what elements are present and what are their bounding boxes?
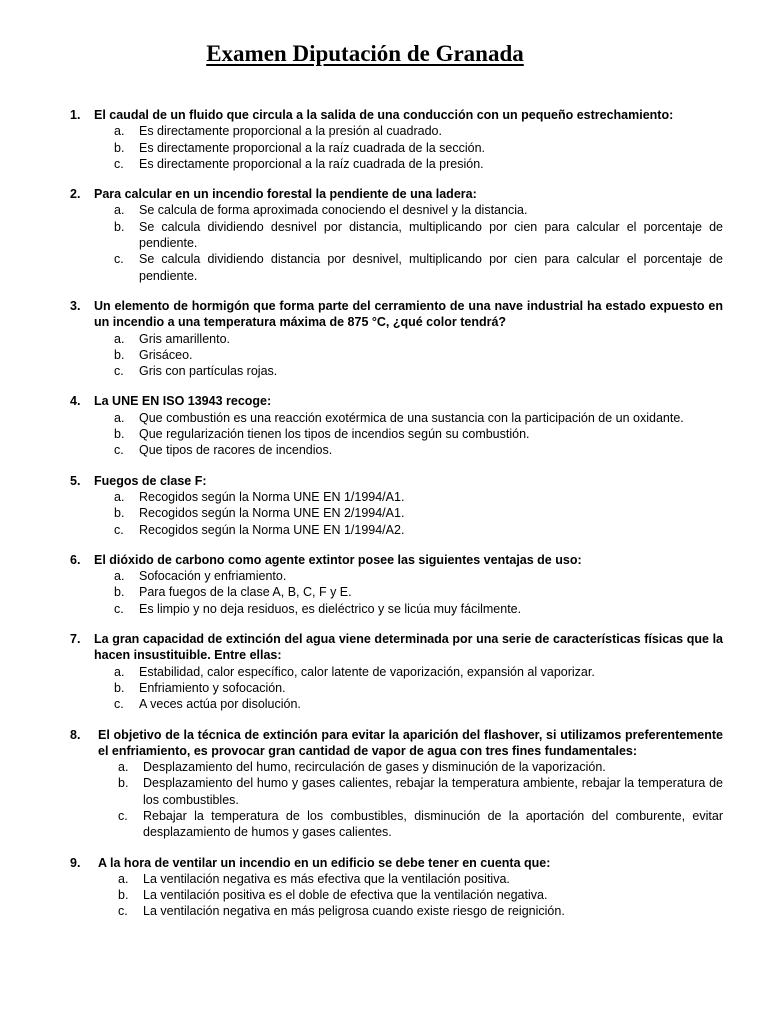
option-text: Se calcula dividiendo distancia por desnivel, multiplicando por cien para calcular el porcentaje de pendiente. — [139, 252, 723, 283]
option-text: A veces actúa por disolución. — [139, 697, 301, 712]
option-text: Estabilidad, calor específico, calor latente de vaporización, expansión al vaporizar. — [139, 664, 595, 679]
option-letter: a. — [114, 569, 125, 584]
question-text: Un elemento de hormigón que forma parte del cerramiento de una nave industrial ha estado expuesto en un incendio a una temperatura máxima de 875 °C, ¿qué color tendrá? — [94, 298, 723, 330]
option-item — [114, 442, 723, 458]
option-text: La ventilación negativa es más efectiva que la ventilación positiva. — [143, 871, 510, 886]
option-item — [114, 331, 723, 347]
option-letter: c. — [114, 443, 124, 458]
question-text: La gran capacidad de extinción del agua viene determinada por una serie de características físicas que la hacen insustituible. Entre ellas: — [94, 632, 723, 663]
question-text: Para calcular en un incendio forestal la pendiente de una ladera: — [94, 187, 477, 202]
option-text: La ventilación negativa en más peligrosa cuando existe riesgo de reignición. — [143, 904, 565, 919]
option-letter: c. — [114, 364, 124, 379]
option-item — [114, 489, 723, 505]
option-letter: a. — [114, 331, 125, 346]
question-item — [68, 727, 723, 841]
option-item — [114, 123, 723, 139]
option-list — [94, 331, 723, 380]
question-text: Fuegos de clase F: — [94, 473, 207, 488]
option-text: Desplazamiento del humo, recirculación de gases y disminución de la vaporización. — [143, 760, 606, 775]
question-item — [68, 393, 723, 458]
option-text: Es directamente proporcional a la presión al cuadrado. — [139, 124, 442, 139]
question-number: 3. — [70, 298, 81, 313]
option-letter: a. — [118, 871, 129, 886]
question-number: 9. — [70, 855, 81, 870]
option-item — [118, 775, 723, 808]
option-letter: c. — [118, 904, 128, 919]
question-text: El dióxido de carbono como agente extintor posee las siguientes ventajas de uso: — [94, 552, 582, 567]
option-letter: b. — [118, 888, 129, 903]
option-letter: c. — [114, 156, 124, 171]
option-letter: c. — [114, 522, 124, 537]
option-item — [114, 202, 723, 218]
option-text: Recogidos según la Norma UNE EN 1/1994/A1. — [139, 489, 405, 504]
option-text: Gris amarillento. — [139, 331, 230, 346]
option-letter: a. — [118, 760, 129, 775]
option-item — [114, 664, 723, 680]
option-list — [94, 202, 723, 283]
option-letter: a. — [114, 489, 125, 504]
option-item — [114, 426, 723, 442]
page-title — [0, 40, 730, 68]
option-list — [94, 489, 723, 538]
option-letter: b. — [114, 140, 125, 155]
option-letter: b. — [114, 680, 125, 695]
option-text: Recogidos según la Norma UNE EN 2/1994/A1. — [139, 506, 405, 521]
option-letter: a. — [114, 410, 125, 425]
option-item — [114, 410, 723, 426]
option-letter: a. — [114, 664, 125, 679]
option-list — [94, 568, 723, 617]
option-list — [94, 410, 723, 459]
option-item — [114, 363, 723, 379]
option-letter: c. — [114, 697, 124, 712]
question-text: A la hora de ventilar un incendio en un edificio se debe tener en cuenta que: — [98, 855, 551, 870]
option-text: Rebajar la temperatura de los combustibles, disminución de la aportación del comburente, evitar desplazamiento de humos y gases calientes. — [143, 808, 723, 840]
option-item — [114, 156, 723, 172]
option-item — [118, 903, 723, 919]
question-item — [68, 473, 723, 538]
option-item — [118, 759, 723, 775]
option-text: La ventilación positiva es el doble de efectiva que la ventilación negativa. — [143, 888, 548, 903]
question-number: 2. — [70, 187, 81, 202]
question-number: 6. — [70, 552, 81, 567]
option-list — [94, 664, 723, 713]
option-text: Sofocación y enfriamiento. — [139, 569, 287, 584]
option-text: Se calcula dividiendo desnivel por distancia, multiplicando por cien para calcular el porcentaje de pendiente. — [139, 219, 723, 251]
question-item — [68, 298, 723, 379]
option-item — [114, 347, 723, 363]
option-text: Grisáceo. — [139, 347, 193, 362]
option-item — [118, 887, 723, 903]
option-letter: c. — [114, 252, 124, 267]
option-item — [114, 568, 723, 584]
option-text: Que tipos de racores de incendios. — [139, 443, 333, 458]
option-letter: b. — [114, 585, 125, 600]
option-item — [114, 140, 723, 156]
question-number: 1. — [70, 108, 81, 122]
question-item — [68, 186, 723, 284]
option-item — [114, 680, 723, 696]
option-item — [114, 251, 723, 284]
option-item — [114, 696, 723, 712]
option-text: Que regularización tienen los tipos de incendios según su combustión. — [139, 427, 530, 442]
option-letter: b. — [114, 506, 125, 521]
option-text: Para fuegos de la clase A, B, C, F y E. — [139, 585, 352, 600]
page-title-text: Examen Diputación de Granada — [206, 41, 524, 66]
option-text: Que combustión es una reacción exotérmica de una sustancia con la participación de un oxidante. — [139, 410, 684, 425]
option-text: Gris con partículas rojas. — [139, 364, 278, 379]
question-number: 7. — [70, 632, 81, 647]
option-letter: a. — [114, 203, 125, 218]
option-item — [114, 505, 723, 521]
option-letter: b. — [114, 347, 125, 362]
option-item — [114, 584, 723, 600]
option-list — [98, 871, 723, 920]
question-number: 5. — [70, 473, 81, 488]
option-item — [118, 808, 723, 841]
option-letter: b. — [118, 776, 129, 791]
question-text: La UNE EN ISO 13943 recoge: — [94, 394, 272, 409]
question-text: El objetivo de la técnica de extinción para evitar la aparición del flashover, si utilizamos preferentemente el enfriamiento, es provocar gran cantidad de vapor de agua con tres fines fundamentales: — [98, 727, 723, 758]
option-list — [98, 759, 723, 840]
option-list — [94, 123, 723, 172]
question-item — [68, 552, 723, 617]
question-item — [68, 855, 723, 920]
question-number: 4. — [70, 394, 81, 409]
option-item — [118, 871, 723, 887]
option-text: Es limpio y no deja residuos, es dieléctrico y se licúa muy fácilmente. — [139, 601, 522, 616]
option-letter: c. — [114, 601, 124, 616]
option-text: Desplazamiento del humo y gases calientes, rebajar la temperatura ambiente, rebajar la temperatura de los combustibles. — [143, 776, 723, 807]
question-text: El caudal de un fluido que circula a la salida de una conducción con un pequeño estrechamiento: — [94, 108, 674, 122]
option-item — [114, 601, 723, 617]
option-item — [114, 219, 723, 252]
option-item — [114, 522, 723, 538]
question-list — [68, 107, 723, 934]
option-text: Es directamente proporcional a la raíz cuadrada de la presión. — [139, 156, 484, 171]
question-item — [68, 631, 723, 712]
question-number: 8. — [70, 727, 81, 742]
option-letter: c. — [118, 808, 128, 823]
option-text: Es directamente proporcional a la raíz cuadrada de la sección. — [139, 140, 486, 155]
option-letter: a. — [114, 124, 125, 139]
question-item — [68, 107, 723, 172]
option-letter: b. — [114, 427, 125, 442]
option-text: Enfriamiento y sofocación. — [139, 680, 286, 695]
option-text: Recogidos según la Norma UNE EN 1/1994/A2. — [139, 522, 405, 537]
option-letter: b. — [114, 219, 125, 234]
option-text: Se calcula de forma aproximada conociendo el desnivel y la distancia. — [139, 203, 528, 218]
